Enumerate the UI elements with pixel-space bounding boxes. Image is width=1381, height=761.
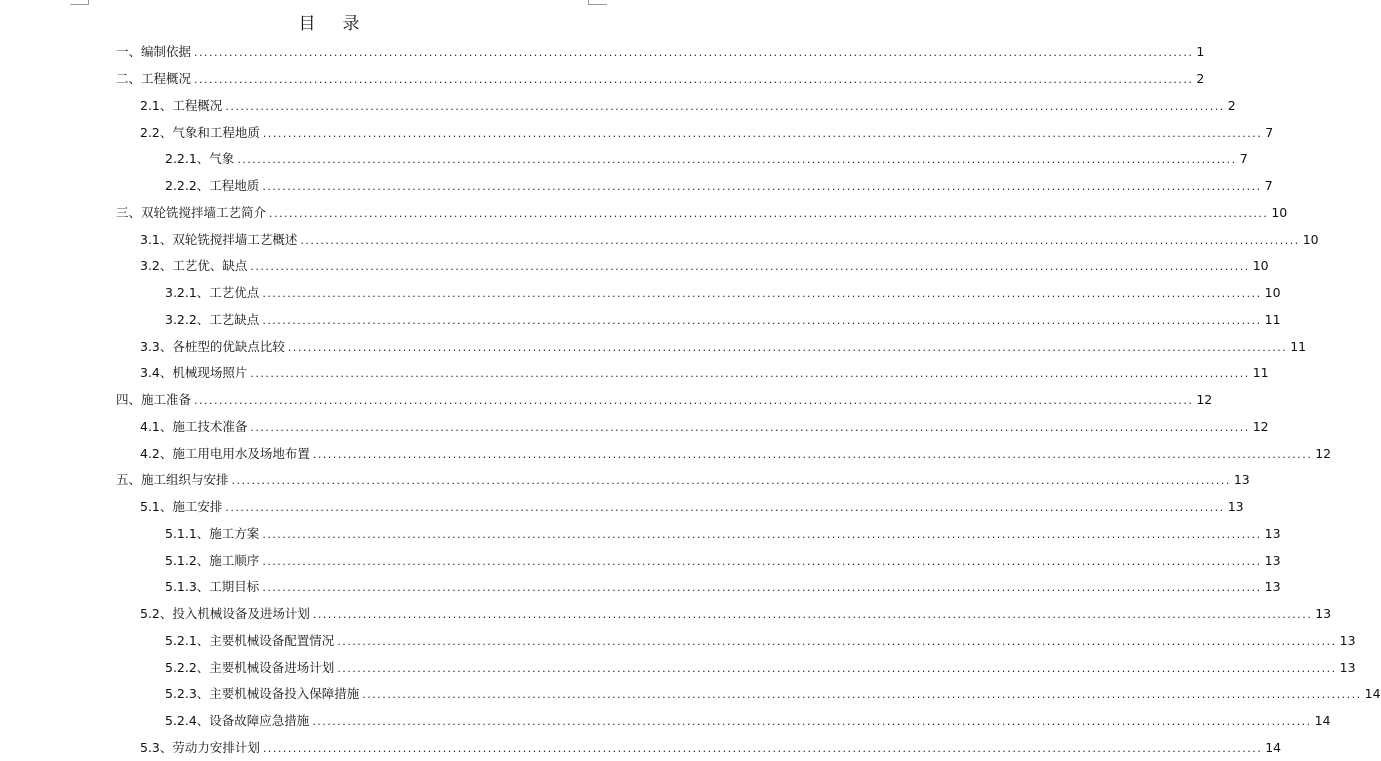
toc-title (0, 9, 659, 34)
toc-leader-dots: ........................................................................................................................................................................................................ (262, 287, 1261, 301)
toc-leader-dots: ........................................................................................................................................................................................................ (312, 715, 1311, 729)
toc-leader-dots: ........................................................................................................................................................................................................ (362, 688, 1361, 702)
toc-entry[interactable] (0, 628, 659, 655)
toc-entry[interactable] (0, 467, 659, 494)
toc-leader-dots: ........................................................................................................................................................................................................ (225, 100, 1224, 114)
toc-entry-label: 5.2、投入机械设备及进场计划 (140, 607, 310, 621)
toc-entry-label: 5.2.4、设备故障应急措施 (165, 714, 309, 728)
toc-entry-label: 一、编制依据 (116, 45, 191, 59)
toc-leader-dots: ........................................................................................................................................................................................................ (262, 528, 1261, 542)
toc-entry-label: 5.1、施工安排 (140, 500, 222, 514)
toc-entry[interactable] (0, 39, 659, 66)
toc-entry[interactable] (0, 307, 659, 334)
toc-leader-dots: ........................................................................................................................................................................................................ (250, 421, 1249, 435)
toc-entry-label: 3.4、机械现场照片 (140, 366, 247, 380)
toc-entry-page-number: 13 (1340, 661, 1356, 675)
toc-entry[interactable] (0, 440, 659, 467)
toc-entry-page-number: 1 (1196, 45, 1204, 59)
toc-leader-dots: ........................................................................................................................................................................................................ (194, 73, 1193, 87)
toc-entry[interactable] (0, 280, 659, 307)
toc-leader-dots: ........................................................................................................................................................................................................ (313, 608, 1312, 622)
toc-entry-label: 3.3、各桩型的优缺点比较 (140, 340, 285, 354)
toc-leader-dots: ........................................................................................................................................................................................................ (237, 153, 1236, 167)
toc-leader-dots: ........................................................................................................................................................................................................ (194, 394, 1193, 408)
toc-leader-dots: ........................................................................................................................................................................................................ (232, 474, 1231, 488)
toc-entry-page-number: 10 (1253, 259, 1269, 273)
toc-entry-label: 5.1.3、工期目标 (165, 580, 259, 594)
document-page (0, 0, 659, 755)
toc-entry[interactable] (0, 66, 659, 93)
toc-entry-label: 5.1.2、施工顺序 (165, 554, 259, 568)
toc-leader-dots: ........................................................................................................................................................................................................ (250, 260, 1249, 274)
toc-entry[interactable] (0, 333, 659, 360)
toc-entry-page-number: 2 (1228, 99, 1236, 113)
crop-mark-left (70, 0, 89, 5)
toc-entry-label: 2.1、工程概况 (140, 99, 222, 113)
toc-entry[interactable] (0, 494, 659, 521)
crop-mark-right (588, 0, 607, 5)
toc-entry-page-number: 13 (1234, 473, 1250, 487)
toc-entry-label: 三、双轮铣搅拌墙工艺简介 (116, 206, 266, 220)
toc-leader-dots: ........................................................................................................................................................................................................ (269, 207, 1268, 221)
toc-entry-label: 2.2.2、工程地质 (165, 179, 259, 193)
toc-leader-dots: ........................................................................................................................................................................................................ (250, 367, 1249, 381)
toc-entry-page-number: 2 (1196, 72, 1204, 86)
toc-entry-page-number: 10 (1271, 206, 1287, 220)
toc-entry[interactable] (0, 119, 659, 146)
toc-entry-label: 2.2.1、气象 (165, 152, 234, 166)
toc-entry-label: 二、工程概况 (116, 72, 191, 86)
toc-title-char-2: 录 (343, 14, 361, 34)
toc-leader-dots: ........................................................................................................................................................................................................ (262, 180, 1261, 194)
toc-entry[interactable] (0, 654, 659, 681)
toc-entry-label: 3.1、双轮铣搅拌墙工艺概述 (140, 233, 297, 247)
toc-entry-page-number: 11 (1290, 340, 1306, 354)
toc-entry-label: 5.2.1、主要机械设备配置情况 (165, 634, 334, 648)
toc-entry[interactable] (0, 360, 659, 387)
toc-leader-dots: ........................................................................................................................................................................................................ (288, 341, 1287, 355)
toc-entry[interactable] (0, 414, 659, 441)
toc-entry-page-number: 13 (1315, 607, 1331, 621)
toc-entry-page-number: 7 (1240, 152, 1248, 166)
toc-entry[interactable] (0, 93, 659, 120)
toc-entry-page-number: 11 (1253, 366, 1269, 380)
toc-entry[interactable] (0, 735, 659, 761)
toc-entry-page-number: 13 (1265, 527, 1281, 541)
toc-entry-label: 3.2.2、工艺缺点 (165, 313, 259, 327)
toc-entry-page-number: 10 (1265, 286, 1281, 300)
toc-entry-page-number: 7 (1265, 126, 1273, 140)
toc-entry-page-number: 13 (1265, 580, 1281, 594)
toc-title-char-1: 目 (299, 14, 317, 34)
toc-entry[interactable] (0, 387, 659, 414)
toc-entry[interactable] (0, 253, 659, 280)
toc-entry[interactable] (0, 708, 659, 735)
toc-entry-page-number: 13 (1265, 554, 1281, 568)
toc-entry-label: 3.2、工艺优、缺点 (140, 259, 247, 273)
table-of-contents (0, 39, 659, 761)
toc-entry-label: 四、施工准备 (116, 393, 191, 407)
toc-leader-dots: ........................................................................................................................................................................................................ (263, 742, 1262, 756)
toc-entry-page-number: 12 (1315, 447, 1331, 461)
toc-entry[interactable] (0, 226, 659, 253)
toc-entry[interactable] (0, 200, 659, 227)
toc-entry-page-number: 13 (1340, 634, 1356, 648)
toc-entry[interactable] (0, 547, 659, 574)
toc-entry[interactable] (0, 521, 659, 548)
toc-entry-page-number: 11 (1265, 313, 1281, 327)
toc-entry[interactable] (0, 601, 659, 628)
toc-entry-label: 4.2、施工用电用水及场地布置 (140, 447, 310, 461)
toc-entry-label: 4.1、施工技术准备 (140, 420, 247, 434)
toc-entry-label: 5.2.3、主要机械设备投入保障措施 (165, 687, 359, 701)
toc-entry[interactable] (0, 681, 659, 708)
toc-leader-dots: ........................................................................................................................................................................................................ (337, 662, 1336, 676)
toc-entry-label: 5.3、劳动力安排计划 (140, 741, 260, 755)
toc-entry-page-number: 7 (1265, 179, 1273, 193)
toc-leader-dots: ........................................................................................................................................................................................................ (262, 581, 1261, 595)
toc-leader-dots: ........................................................................................................................................................................................................ (262, 555, 1261, 569)
toc-leader-dots: ........................................................................................................................................................................................................ (194, 46, 1193, 60)
toc-entry-page-number: 14 (1265, 741, 1281, 755)
toc-entry[interactable] (0, 173, 659, 200)
toc-entry[interactable] (0, 574, 659, 601)
toc-entry-label: 5.1.1、施工方案 (165, 527, 259, 541)
toc-leader-dots: ........................................................................................................................................................................................................ (262, 314, 1261, 328)
toc-entry[interactable] (0, 146, 659, 173)
toc-entry-page-number: 12 (1253, 420, 1269, 434)
toc-entry-page-number: 12 (1196, 393, 1212, 407)
toc-entry-label: 五、施工组织与安排 (116, 473, 229, 487)
toc-entry-label: 2.2、气象和工程地质 (140, 126, 260, 140)
toc-leader-dots: ........................................................................................................................................................................................................ (337, 635, 1336, 649)
toc-entry-page-number: 13 (1228, 500, 1244, 514)
toc-leader-dots: ........................................................................................................................................................................................................ (300, 234, 1299, 248)
toc-entry-label: 3.2.1、工艺优点 (165, 286, 259, 300)
toc-entry-page-number: 14 (1365, 687, 1381, 701)
toc-leader-dots: ........................................................................................................................................................................................................ (313, 448, 1312, 462)
toc-leader-dots: ........................................................................................................................................................................................................ (225, 501, 1224, 515)
toc-leader-dots: ........................................................................................................................................................................................................ (263, 127, 1262, 141)
toc-entry-page-number: 14 (1315, 714, 1331, 728)
toc-entry-label: 5.2.2、主要机械设备进场计划 (165, 661, 334, 675)
toc-entry-page-number: 10 (1303, 233, 1319, 247)
